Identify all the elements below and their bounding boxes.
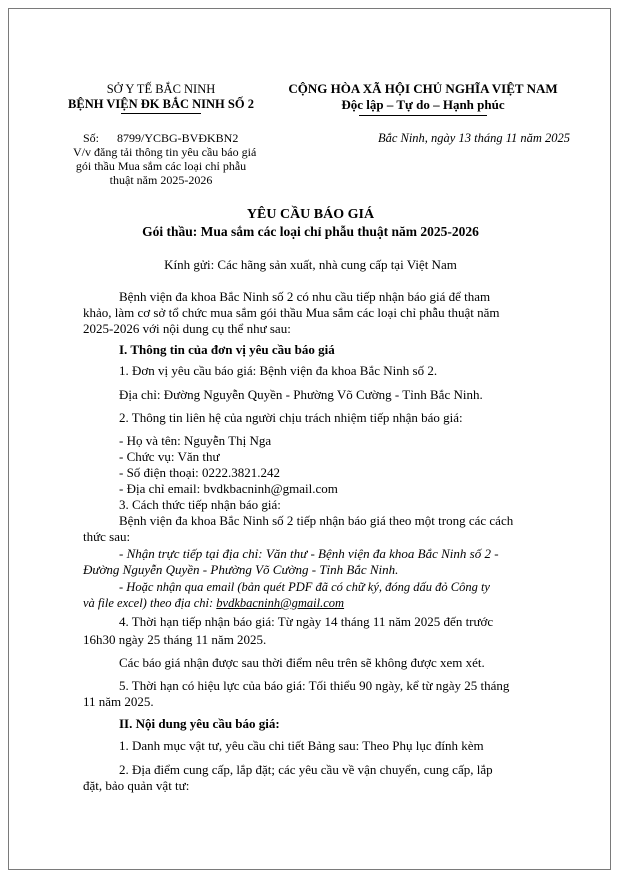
section2-heading: II. Nội dung yêu cầu báo giá:	[119, 716, 280, 731]
national-motto: Độc lập – Tự do – Hạnh phúc	[341, 97, 505, 112]
method-heading: 3. Cách thức tiếp nhận báo giá:	[119, 497, 281, 512]
place-date: Bắc Ninh, ngày 13 tháng 11 năm 2025	[377, 131, 571, 145]
validity-line: 11 năm 2025.	[83, 694, 154, 709]
document-title: YÊU CẦU BÁO GIÁ	[246, 207, 375, 222]
contact-phone: - Số điện thoại: 0222.3821.242	[119, 465, 281, 480]
item2-line: đặt, bảo quản vật tư:	[83, 778, 190, 793]
package-title: Gói thầu: Mua sắm các loại chỉ phẫu thuật năm 2025-2026	[142, 224, 479, 239]
subject-line: thuật năm 2025-2026	[109, 173, 213, 187]
address-line: Địa chỉ: Đường Nguyễn Quyền - Phường Võ Cường - Tỉnh Bắc Ninh.	[119, 387, 483, 402]
intro-line: Bệnh viện đa khoa Bắc Ninh số 2 có nhu cầu tiếp nhận báo giá để tham	[119, 289, 491, 304]
national-title: CỘNG HÒA XÃ HỘI CHỦ NGHĨA VIỆT NAM	[288, 81, 558, 96]
intro-line: 2025-2026 với nội dung cụ thể như sau:	[83, 321, 291, 336]
item1-line: 1. Danh mục vật tư, yêu cầu chi tiết Bảng sau: Theo Phụ lục đính kèm	[119, 738, 484, 753]
contact-email: - Địa chỉ email: bvdkbacninh@gmail.com	[119, 481, 338, 496]
hospital-name: BỆNH VIỆN ĐK BẮC NINH SỐ 2	[68, 97, 254, 111]
header-left-rule	[121, 113, 201, 114]
recipient: Kính gửi: Các hãng sản xuất, nhà cung cấp tại Việt Nam	[164, 257, 457, 272]
email-delivery-prefix: và file excel) theo địa chỉ:	[83, 596, 217, 610]
contact-name: - Họ và tên: Nguyễn Thị Nga	[119, 433, 272, 448]
email-delivery-line	[83, 595, 344, 611]
subject-line: gói thầu Mua sắm các loại chỉ phẫu	[75, 159, 247, 173]
contact-heading: 2. Thông tin liên hệ của người chịu trách nhiệm tiếp nhận báo giá:	[119, 410, 463, 425]
email-link[interactable]: bvdkbacninh@gmail.com	[216, 596, 345, 610]
header-right-rule	[359, 115, 487, 116]
subject-line: V/v đăng tải thông tin yêu cầu báo giá	[73, 145, 257, 159]
section1-heading: I. Thông tin của đơn vị yêu cầu báo giá	[119, 342, 335, 357]
direct-delivery-line: Đường Nguyễn Quyền - Phường Võ Cường - Tỉnh Bắc Ninh.	[83, 562, 399, 577]
doc-number-label: Số:	[83, 131, 100, 145]
late-note: Các báo giá nhận được sau thời điểm nêu trên sẽ không được xem xét.	[119, 655, 485, 670]
contact-position: - Chức vụ: Văn thư	[119, 449, 220, 464]
doc-number: 8799/YCBG-BVĐKBN2	[117, 131, 239, 145]
agency-name: SỞ Y TẾ BẮC NINH	[106, 82, 216, 96]
email-delivery-line: - Hoặc nhận qua email (bản quét PDF đã có chữ ký, đóng dấu đỏ Công ty	[119, 580, 490, 594]
item2-line: 2. Địa điểm cung cấp, lắp đặt; các yêu cầu về vận chuyển, cung cấp, lắp	[119, 762, 493, 777]
method-line: Bệnh viện đa khoa Bắc Ninh số 2 tiếp nhận báo giá theo một trong các cách	[119, 513, 514, 528]
direct-delivery-line: - Nhận trực tiếp tại địa chỉ: Văn thư - Bệnh viện đa khoa Bắc Ninh số 2 -	[119, 546, 499, 561]
deadline-line: 16h30 ngày 25 tháng 11 năm 2025.	[83, 632, 267, 647]
method-line: thức sau:	[83, 529, 131, 544]
validity-line: 5. Thời hạn có hiệu lực của báo giá: Tối thiểu 90 ngày, kể từ ngày 25 tháng	[119, 678, 510, 693]
unit-line: 1. Đơn vị yêu cầu báo giá: Bệnh viện đa khoa Bắc Ninh số 2.	[119, 363, 438, 378]
intro-line: khảo, làm cơ sở tổ chức mua sắm gói thầu Mua sắm các loại chỉ phẫu thuật năm	[83, 305, 500, 320]
deadline-line: 4. Thời hạn tiếp nhận báo giá: Từ ngày 14 tháng 11 năm 2025 đến trước	[119, 614, 494, 629]
document-page	[8, 8, 611, 870]
